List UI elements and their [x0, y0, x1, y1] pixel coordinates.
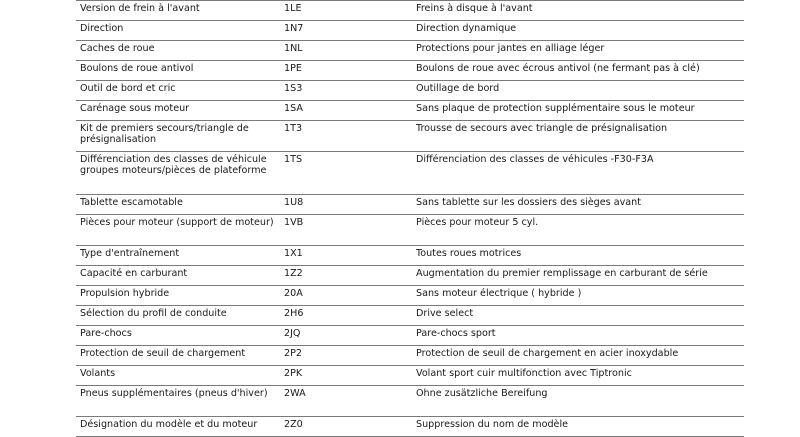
table-row — [76, 21, 744, 41]
equipment-table — [76, 0, 744, 437]
row-label: Kit de premiers secours/triangle de présignalisation — [76, 121, 280, 152]
row-code: 2PK — [280, 366, 412, 386]
row-code: 1Z2 — [280, 266, 412, 286]
table-row — [76, 195, 744, 215]
row-description: Direction dynamique — [412, 21, 744, 41]
row-code: 2JQ — [280, 326, 412, 346]
row-code: 1S3 — [280, 81, 412, 101]
row-label: Boulons de roue antivol — [76, 61, 280, 81]
row-label: Pièces pour moteur (support de moteur) — [76, 215, 280, 246]
row-description: Suppression du nom de modèle — [412, 417, 744, 437]
row-label: Pneus supplémentaires (pneus d'hiver) — [76, 386, 280, 417]
row-code: 2Z0 — [280, 417, 412, 437]
row-label: Désignation du modèle et du moteur — [76, 417, 280, 437]
row-description: Volant sport cuir multifonction avec Tiptronic — [412, 366, 744, 386]
row-description: Pare-chocs sport — [412, 326, 744, 346]
row-label: Carénage sous moteur — [76, 101, 280, 121]
row-code: 1VB — [280, 215, 412, 246]
row-description: Protections pour jantes en alliage léger — [412, 41, 744, 61]
row-description: Boulons de roue avec écrous antivol (ne fermant pas à clé) — [412, 61, 744, 81]
row-description: Augmentation du premier remplissage en carburant de série — [412, 266, 744, 286]
row-label: Tablette escamotable — [76, 195, 280, 215]
row-label: Capacité en carburant — [76, 266, 280, 286]
table-row — [76, 152, 744, 195]
row-label: Volants — [76, 366, 280, 386]
table-row — [76, 215, 744, 246]
table-row — [76, 61, 744, 81]
row-code: 1LE — [280, 1, 412, 21]
row-code: 1X1 — [280, 246, 412, 266]
table-row — [76, 366, 744, 386]
row-code: 1T3 — [280, 121, 412, 152]
row-code: 20A — [280, 286, 412, 306]
row-description: Sans moteur électrique ( hybride ) — [412, 286, 744, 306]
table-row — [76, 286, 744, 306]
table-row — [76, 246, 744, 266]
table-row — [76, 81, 744, 101]
row-label: Direction — [76, 21, 280, 41]
row-description: Trousse de secours avec triangle de présignalisation — [412, 121, 744, 152]
row-description: Sans tablette sur les dossiers des sièges avant — [412, 195, 744, 215]
equipment-sheet — [76, 0, 744, 437]
row-label: Caches de roue — [76, 41, 280, 61]
table-row — [76, 121, 744, 152]
row-label: Différenciation des classes de véhicule groupes moteurs/pièces de plateforme — [76, 152, 280, 195]
table-row — [76, 41, 744, 61]
row-description: Toutes roues motrices — [412, 246, 744, 266]
row-label: Pare-chocs — [76, 326, 280, 346]
row-code: 1SA — [280, 101, 412, 121]
row-label: Type d'entraînement — [76, 246, 280, 266]
table-row — [76, 101, 744, 121]
row-description: Pièces pour moteur 5 cyl. — [412, 215, 744, 246]
row-description: Freins à disque à l'avant — [412, 1, 744, 21]
table-row — [76, 417, 744, 437]
row-description: Drive select — [412, 306, 744, 326]
table-row — [76, 306, 744, 326]
row-label: Outil de bord et cric — [76, 81, 280, 101]
row-code: 2WA — [280, 386, 412, 417]
row-label: Version de frein à l'avant — [76, 1, 280, 21]
row-description: Différenciation des classes de véhicules -F30-F3A — [412, 152, 744, 195]
row-description: Outillage de bord — [412, 81, 744, 101]
row-description: Ohne zusätzliche Bereifung — [412, 386, 744, 417]
row-label: Propulsion hybride — [76, 286, 280, 306]
row-code: 2P2 — [280, 346, 412, 366]
table-row — [76, 386, 744, 417]
table-row — [76, 1, 744, 21]
table-row — [76, 266, 744, 286]
row-label: Protection de seuil de chargement — [76, 346, 280, 366]
row-label: Sélection du profil de conduite — [76, 306, 280, 326]
row-code: 1N7 — [280, 21, 412, 41]
row-code: 1NL — [280, 41, 412, 61]
row-description: Sans plaque de protection supplémentaire sous le moteur — [412, 101, 744, 121]
row-code: 2H6 — [280, 306, 412, 326]
row-code: 1PE — [280, 61, 412, 81]
table-row — [76, 326, 744, 346]
row-code: 1U8 — [280, 195, 412, 215]
row-description: Protection de seuil de chargement en acier inoxydable — [412, 346, 744, 366]
row-code: 1TS — [280, 152, 412, 195]
table-row — [76, 346, 744, 366]
